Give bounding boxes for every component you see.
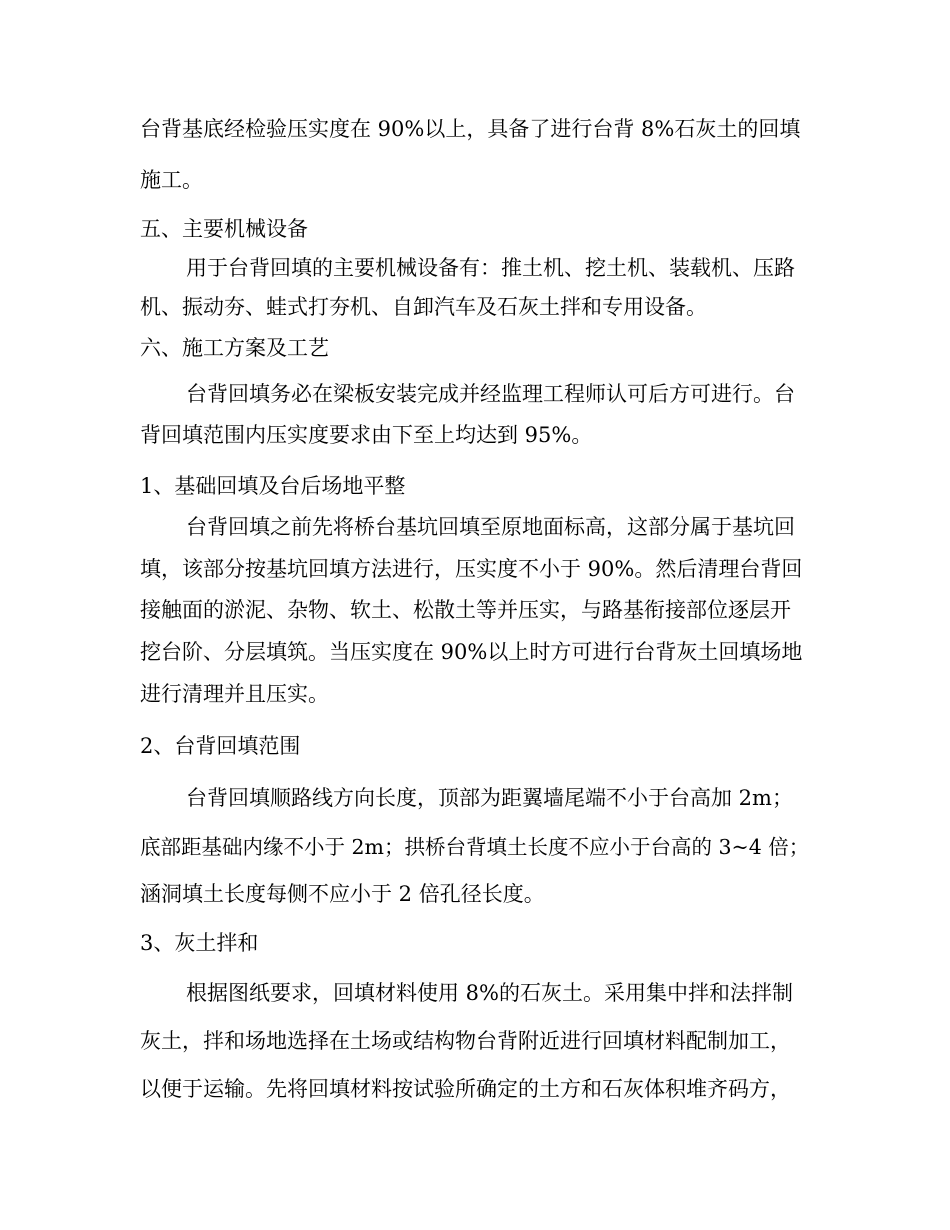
- paragraph-line: 以便于运输。先将回填材料按试验所确定的土方和石灰体积堆齐码方，: [140, 1077, 791, 1101]
- paragraph-line: 根据图纸要求，回填材料使用 8%的石灰土。采用集中拌和法拌制: [186, 981, 793, 1005]
- paragraph-line: 涵洞填土长度每侧不应小于 2 倍孔径长度。: [140, 882, 545, 906]
- paragraph-line: 挖台阶、分层填筑。当压实度在 90%以上时方可进行台背灰土回填场地: [140, 640, 803, 664]
- paragraph-line: 填，该部分按基坑回填方法进行，压实度不小于 90%。然后清理台背回: [140, 557, 803, 581]
- paragraph-line: 接触面的淤泥、杂物、软土、松散土等并压实，与路基衔接部位逐层开: [140, 598, 791, 622]
- subsection-heading: 3、灰土拌和: [140, 931, 259, 955]
- section-heading: 五、主要机械设备: [140, 217, 308, 241]
- subsection-heading: 2、台背回填范围: [140, 734, 301, 758]
- paragraph-line: 台背回填务必在梁板安装完成并经监理工程师认可后方可进行。台: [186, 382, 795, 406]
- paragraph-line: 背回填范围内压实度要求由下至上均达到 95%。: [140, 423, 593, 447]
- paragraph-line: 台背回填之前先将桥台基坑回填至原地面标高，这部分属于基坑回: [186, 515, 795, 539]
- paragraph-line: 用于台背回填的主要机械设备有：推土机、挖土机、装载机、压路: [186, 256, 795, 280]
- paragraph-line: 施工。: [140, 168, 203, 192]
- paragraph-line: 台背回填顺路线方向长度，顶部为距翼墙尾端不小于台高加 2m；: [186, 786, 793, 810]
- subsection-heading: 1、基础回填及台后场地平整: [140, 474, 406, 498]
- paragraph-line: 灰土，拌和场地选择在土场或结构物台背附近进行回填材料配制加工，: [140, 1029, 791, 1053]
- paragraph-line: 进行清理并且压实。: [140, 682, 329, 706]
- paragraph-line: 台背基底经检验压实度在 90%以上，具备了进行台背 8%石灰土的回填: [140, 117, 801, 141]
- paragraph-line: 机、振动夯、蛙式打夯机、自卸汽车及石灰土拌和专用设备。: [140, 295, 707, 319]
- paragraph-line: 底部距基础内缘不小于 2m；拱桥台背填土长度不应小于台高的 3~4 倍；: [140, 835, 810, 859]
- section-heading: 六、施工方案及工艺: [140, 336, 329, 360]
